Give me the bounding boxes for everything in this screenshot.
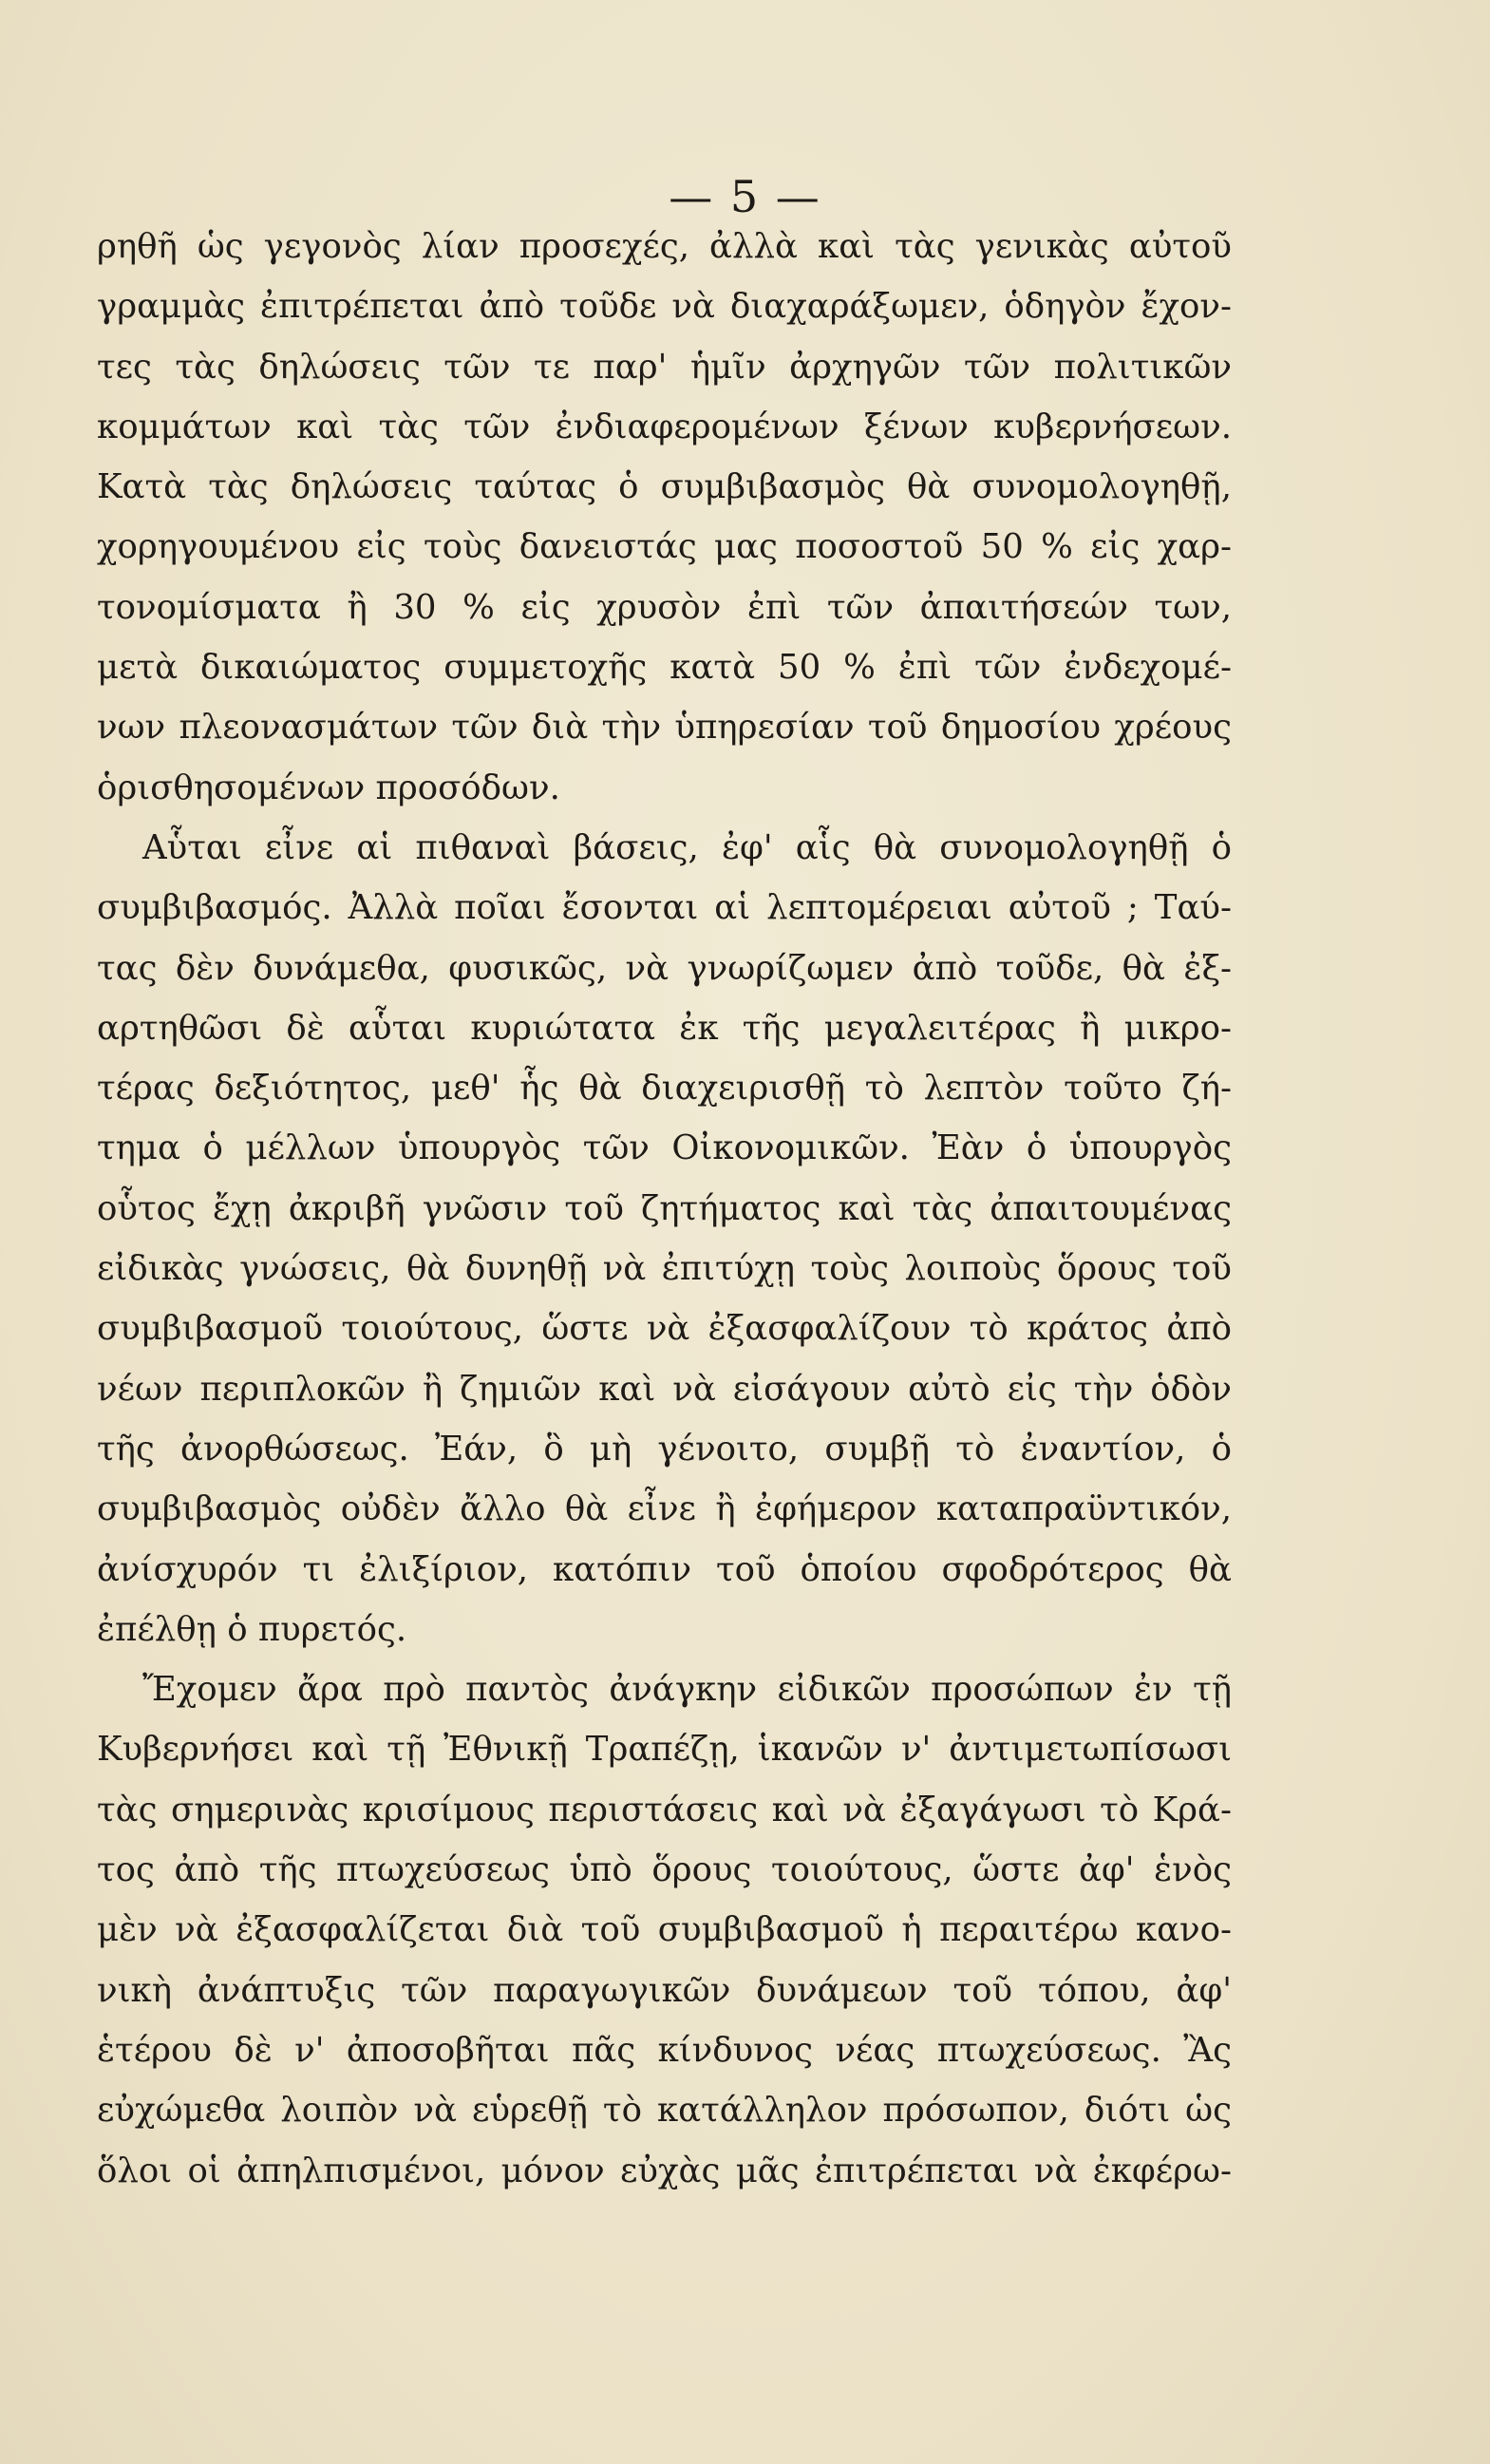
text-line: μετὰ δικαιώματος συμμετοχῆς κατὰ 50 % ἐπὶ τῶν ἐνδεχομέ- (97, 648, 1232, 688)
text-line: εὐχώμεθα λοιπὸν νὰ εὑρεθῇ τὸ κατάλληλον πρόσωπον, διότι ὡς (97, 2091, 1232, 2131)
text-line: ἀνίσχυρόν τι ἐλιξίριον, κατόπιν τοῦ ὁποίου σφοδρότερος θὰ (97, 1549, 1232, 1589)
text-line: τας δὲν δυνάμεθα, φυσικῶς, νὰ γνωρίζωμεν ἀπὸ τοῦδε, θὰ ἐξ- (97, 948, 1232, 988)
body-text (97, 217, 1232, 2201)
text-line: ἑτέρου δὲ ν' ἀποσοβῆται πᾶς κίνδυνος νέας πτωχεύσεως. Ἂς (97, 2030, 1232, 2070)
text-line: συμβιβασμοῦ τοιούτους, ὥστε νὰ ἐξασφαλίζουν τὸ κράτος ἀπὸ (97, 1309, 1232, 1349)
text-line: ρηθῆ ὡς γεγονὸς λίαν προσεχές, ἀλλὰ καὶ τὰς γενικὰς αὐτοῦ (97, 227, 1232, 266)
text-line: τῆς ἀνορθώσεως. Ἐάν, ὃ μὴ γένοιτο, συμβῇ τὸ ἐναντίον, ὁ (97, 1429, 1232, 1469)
text-line: νων πλεονασμάτων τῶν διὰ τὴν ὑπηρεσίαν τοῦ δημοσίου χρέους (97, 708, 1232, 748)
text-line: τὰς σημερινὰς κρισίμους περιστάσεις καὶ νὰ ἐξαγάγωσι τὸ Κρά- (97, 1790, 1232, 1829)
text-line: τος ἀπὸ τῆς πτωχεύσεως ὑπὸ ὅρους τοιούτους, ὥστε ἀφ' ἑνὸς (97, 1850, 1232, 1890)
text-line: εἰδικὰς γνώσεις, θὰ δυνηθῇ νὰ ἐπιτύχῃ τοὺς λοιποὺς ὅρους τοῦ (97, 1249, 1232, 1289)
page-number: — 5 — (669, 171, 821, 222)
text-line: συμβιβασμός. Ἀλλὰ ποῖαι ἔσονται αἱ λεπτομέρειαι αὐτοῦ ; Ταύ- (97, 888, 1232, 928)
text-line: νέων περιπλοκῶν ἢ ζημιῶν καὶ νὰ εἰσάγουν αὐτὸ εἰς τὴν ὁδὸν (97, 1369, 1232, 1409)
text-line: Κατὰ τὰς δηλώσεις ταύτας ὁ συμβιβασμὸς θὰ συνομολογηθῇ, (97, 467, 1232, 507)
text-line: μὲν νὰ ἐξασφαλίζεται διὰ τοῦ συμβιβασμοῦ ἡ περαιτέρω κανο- (97, 1910, 1232, 1950)
text-line: τέρας δεξιότητος, μεθ' ἧς θὰ διαχειρισθῇ τὸ λεπτὸν τοῦτο ζή- (97, 1069, 1232, 1109)
text-line: τημα ὁ μέλλων ὑπουργὸς τῶν Οἰκονομικῶν. Ἐὰν ὁ ὑπουργὸς (97, 1128, 1232, 1168)
text-line: οὗτος ἔχῃ ἀκριβῆ γνῶσιν τοῦ ζητήματος καὶ τὰς ἀπαιτουμένας (97, 1188, 1232, 1228)
text-line: Αὗται εἶνε αἱ πιθαναὶ βάσεις, ἐφ' αἷς θὰ συνομολογηθῇ ὁ (142, 827, 1232, 867)
text-line: γραμμὰς ἐπιτρέπεται ἀπὸ τοῦδε νὰ διαχαράξωμεν, ὁδηγὸν ἔχον- (97, 287, 1232, 327)
text-line: ἐπέλθῃ ὁ πυρετός. (97, 1609, 407, 1649)
text-line: τες τὰς δηλώσεις τῶν τε παρ' ἡμῖν ἀρχηγῶν τῶν πολιτικῶν (97, 347, 1232, 387)
text-line: νικὴ ἀνάπτυξις τῶν παραγωγικῶν δυνάμεων τοῦ τόπου, ἀφ' (97, 1970, 1232, 2010)
text-line: χορηγουμένου εἰς τοὺς δανειστάς μας ποσοστοῦ 50 % εἰς χαρ- (97, 527, 1232, 567)
text-line: συμβιβασμὸς οὐδὲν ἄλλο θὰ εἶνε ἢ ἐφήμερον καταπραϋντικόν, (97, 1489, 1232, 1529)
text-line: κομμάτων καὶ τὰς τῶν ἐνδιαφερομένων ξένων κυβερνήσεων. (97, 407, 1232, 446)
text-line: τονομίσματα ἢ 30 % εἰς χρυσὸν ἐπὶ τῶν ἀπαιτήσεών των, (97, 587, 1232, 627)
text-line: ὅλοι οἱ ἀπηλπισμένοι, μόνον εὐχὰς μᾶς ἐπιτρέπεται νὰ ἐκφέρω- (97, 2151, 1232, 2190)
text-line: Ἔχομεν ἄρα πρὸ παντὸς ἀνάγκην εἰδικῶν προσώπων ἐν τῇ (142, 1670, 1232, 1710)
text-line: Κυβερνήσει καὶ τῇ Ἐθνικῇ Τραπέζῃ, ἱκανῶν ν' ἀντιμετωπίσωσι (97, 1730, 1232, 1770)
text-line: αρτηθῶσι δὲ αὗται κυριώτατα ἐκ τῆς μεγαλειτέρας ἢ μικρο- (97, 1008, 1232, 1048)
text-line: ὁρισθησομένων προσόδων. (97, 768, 560, 807)
